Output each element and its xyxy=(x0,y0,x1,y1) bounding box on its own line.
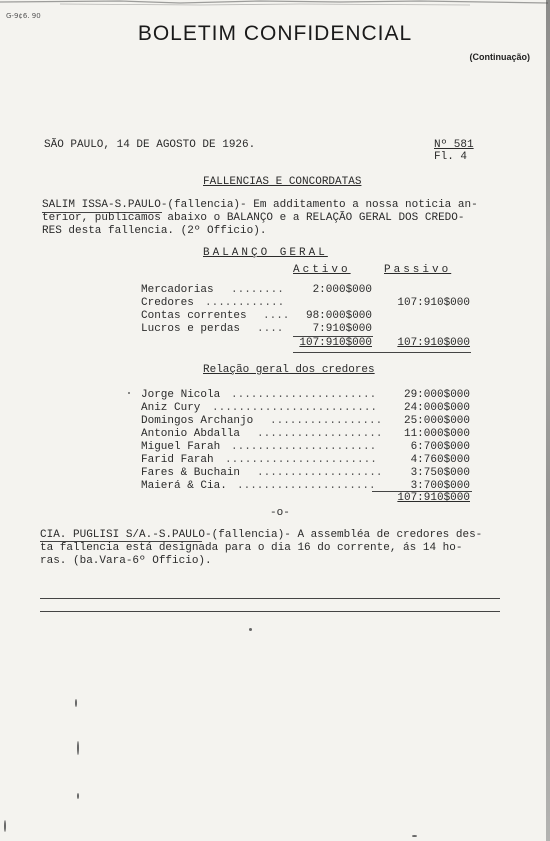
section-heading: FALLENCIAS E CONCORDATAS xyxy=(203,176,362,188)
balanco-row-label: Mercadorias xyxy=(141,284,214,296)
creditors-title: Relação geral dos credores xyxy=(203,364,375,376)
balanco-activo-value: 7:910$000 xyxy=(312,323,372,335)
scan-speck xyxy=(77,793,79,799)
salim-line: terior, publicamos abaixo o BALANÇO e a RELAÇÃO GERAL DOS CREDO- xyxy=(42,212,465,224)
creditor-leader: ...................... xyxy=(231,389,377,401)
sheet-number: Fl. 4 xyxy=(434,151,468,163)
creditor-name: Domingos Archanjo xyxy=(141,415,254,427)
balanco-activo-value: 2:000$000 xyxy=(312,284,372,296)
balanco-title: BALANÇO GERAL xyxy=(203,247,328,259)
balanco-row-label: Contas correntes xyxy=(141,310,247,322)
creditor-amount: 4:760$000 xyxy=(410,454,470,466)
scan-speck xyxy=(75,699,77,707)
creditor-amount: 11:000$000 xyxy=(403,428,470,440)
section-separator: -o- xyxy=(270,507,290,519)
balanco-row-label: Credores xyxy=(141,297,194,309)
continuation-label: (Continuação) xyxy=(469,52,530,62)
balanco-row-label: Lucros e perdas xyxy=(141,323,241,335)
top-edge-scratches xyxy=(0,0,550,8)
creditor-leader: ................... xyxy=(257,467,383,479)
salim-line: RES desta fallencia. (2º Officio). xyxy=(42,225,267,237)
puglisi-line: ras. (ba.Vara-6º Officio). xyxy=(40,555,212,567)
bulletin-title: BOLETIM CONFIDENCIAL xyxy=(137,22,413,45)
creditor-leader: ...................... xyxy=(231,441,377,453)
creditor-amount: 3:700$000 xyxy=(410,480,470,492)
creditors-total: 107:910$000 xyxy=(397,492,470,504)
balanco-leader: .... xyxy=(257,323,284,335)
scan-speck xyxy=(77,741,79,755)
creditor-name: Miguel Farah xyxy=(141,441,221,453)
creditor-amount: 3:750$000 xyxy=(410,467,470,479)
balanco-activo-value: 98:000$000 xyxy=(305,310,372,322)
right-edge-shadow xyxy=(546,0,550,841)
creditor-amount: 6:700$000 xyxy=(410,441,470,453)
puglisi-line: ta fallencia está designada para o dia 16 do corrente, ás 14 ho- xyxy=(40,542,463,554)
creditor-name: Aniz Cury xyxy=(141,402,201,414)
scan-speck xyxy=(128,392,130,394)
bulletin-number: Nº 581 xyxy=(434,139,474,151)
creditor-name: Jorge Nicola xyxy=(141,389,221,401)
balanco-leader: ............ xyxy=(205,297,285,309)
creditor-amount: 25:000$000 xyxy=(403,415,470,427)
scan-speck xyxy=(412,835,417,837)
balanco-leader: ........ xyxy=(231,284,284,296)
balanco-total-passivo: 107:910$000 xyxy=(397,337,470,349)
creditor-leader: ................. xyxy=(270,415,383,427)
corner-mark: G-9¢6. 90 xyxy=(6,12,41,20)
puglisi-line: CIA. PUGLISI S/A.-S.PAULO-(fallencia)- A assembléa de credores des- xyxy=(40,529,483,541)
balanco-double-rule xyxy=(293,352,471,353)
salim-line: SALIM ISSA-S.PAULO-(fallencia)- Em additamento a nossa noticia an- xyxy=(42,199,478,211)
balanco-total-activo: 107:910$000 xyxy=(299,337,372,349)
balanco-leader: .... xyxy=(263,310,290,322)
dateline-date: SÃO PAULO, 14 DE AGOSTO DE 1926. xyxy=(44,139,256,151)
creditor-leader: ..................... xyxy=(237,480,376,492)
creditor-name: Farid Farah xyxy=(141,454,214,466)
creditor-amount: 29:000$000 xyxy=(403,389,470,401)
balanco-passivo-value: 107:910$000 xyxy=(397,297,470,309)
closing-rule-top xyxy=(40,598,500,599)
scan-speck xyxy=(249,628,252,631)
creditor-name: Maierá & Cia. xyxy=(141,480,227,492)
scan-speck xyxy=(4,820,6,832)
creditor-leader: ......................... xyxy=(212,402,378,414)
creditor-amount: 24:000$000 xyxy=(403,402,470,414)
creditor-leader: ....................... xyxy=(225,454,377,466)
balanco-col-passivo: Passivo xyxy=(384,264,452,276)
creditor-leader: ................... xyxy=(257,428,383,440)
creditor-name: Antonio Abdalla xyxy=(141,428,241,440)
closing-rule-bottom xyxy=(40,611,500,612)
creditor-name: Fares & Buchain xyxy=(141,467,241,479)
balanco-col-activo: Activo xyxy=(293,264,351,276)
